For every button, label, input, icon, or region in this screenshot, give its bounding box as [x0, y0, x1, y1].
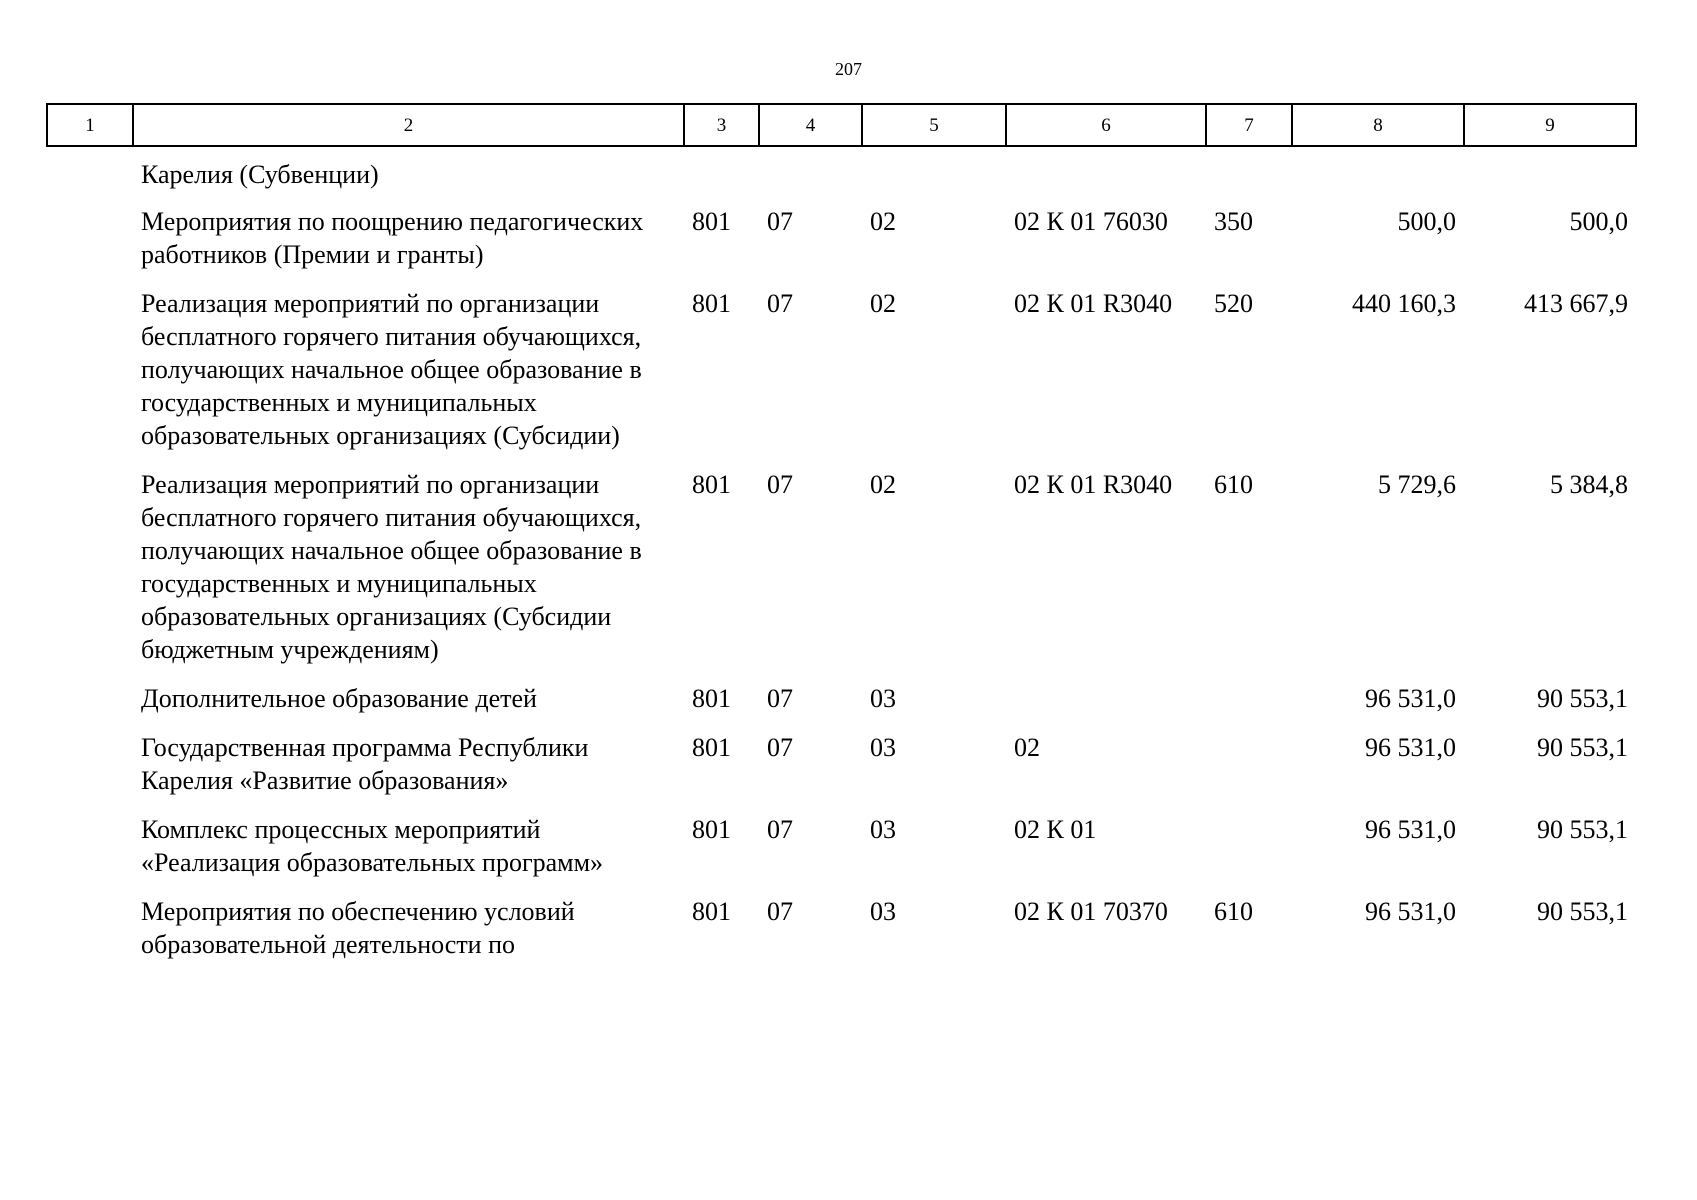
cell-col4: 07	[767, 470, 793, 499]
cell-col8: 96 531,0	[1365, 815, 1456, 844]
cell-col3: 801	[692, 897, 731, 926]
cell-col8: 440 160,3	[1352, 289, 1456, 318]
cell-col5	[862, 146, 1006, 205]
cell-col6: 02 К 01	[1014, 815, 1097, 844]
column-header-2: 2	[133, 104, 684, 146]
table-row	[47, 895, 1636, 977]
budget-table	[46, 103, 1637, 977]
cell-col9	[1464, 146, 1636, 205]
cell-col9: 90 553,1	[1537, 815, 1628, 844]
column-header-3: 3	[684, 104, 759, 146]
column-header-8: 8	[1292, 104, 1464, 146]
cell-col6	[1006, 146, 1206, 205]
table-row	[47, 682, 1636, 731]
cell-col1	[47, 287, 133, 468]
cell-col1	[47, 682, 133, 731]
cell-col7	[1206, 146, 1292, 205]
cell-item-name: Карелия (Субвенции)	[141, 160, 379, 189]
cell-col6: 02 К 01 R3040	[1014, 289, 1173, 318]
cell-col1	[47, 731, 133, 813]
table-row	[47, 146, 1636, 205]
cell-col7: 520	[1214, 289, 1253, 318]
cell-col9: 90 553,1	[1537, 733, 1628, 762]
cell-col1	[47, 813, 133, 895]
cell-col1	[47, 468, 133, 682]
cell-col9: 90 553,1	[1537, 684, 1628, 713]
cell-col9: 5 384,8	[1550, 470, 1628, 499]
cell-col5: 03	[870, 733, 896, 762]
cell-col5: 03	[870, 684, 896, 713]
cell-col4: 07	[767, 897, 793, 926]
cell-item-name: Комплекс процессных мероприятий «Реализация образовательных программ»	[141, 815, 604, 877]
cell-item-name: Государственная программа Республики Карелия «Развитие образования»	[141, 733, 589, 795]
cell-col1	[47, 895, 133, 977]
cell-col3: 801	[692, 470, 731, 499]
cell-col3: 801	[692, 733, 731, 762]
cell-col6: 02 К 01 70370	[1014, 897, 1168, 926]
column-header-4: 4	[759, 104, 862, 146]
cell-col5: 03	[870, 897, 896, 926]
cell-col4: 07	[767, 815, 793, 844]
cell-col5: 02	[870, 207, 896, 236]
cell-col7	[1206, 682, 1292, 731]
page-number: 207	[835, 59, 862, 79]
cell-col6: 02	[1014, 733, 1040, 762]
cell-col4: 07	[767, 684, 793, 713]
cell-col5: 02	[870, 289, 896, 318]
table-row	[47, 468, 1636, 682]
cell-col3	[684, 146, 759, 205]
cell-col3: 801	[692, 289, 731, 318]
cell-item-name: Реализация мероприятий по организации бесплатного горячего питания обучающихся, получающих начальное общее образование в государственных и муниципальных образовательных организациях (Субсидии бюджетным учреждениям)	[141, 470, 642, 664]
cell-col6: 02 К 01 R3040	[1014, 470, 1173, 499]
cell-col9: 413 667,9	[1524, 289, 1628, 318]
cell-col7: 350	[1214, 207, 1253, 236]
cell-col3: 801	[692, 815, 731, 844]
cell-item-name: Мероприятия по обеспечению условий образовательной деятельности по	[141, 897, 575, 959]
column-header-6: 6	[1006, 104, 1206, 146]
table-row	[47, 731, 1636, 813]
table-row	[47, 287, 1636, 468]
cell-col6	[1006, 682, 1206, 731]
cell-item-name: Реализация мероприятий по организации бесплатного горячего питания обучающихся, получающих начальное общее образование в государственных и муниципальных образовательных организациях (Субсидии)	[141, 289, 642, 450]
column-header-9: 9	[1464, 104, 1636, 146]
cell-col8: 96 531,0	[1365, 897, 1456, 926]
cell-col9: 500,0	[1569, 207, 1628, 236]
column-header-1: 1	[47, 104, 133, 146]
cell-col6: 02 К 01 76030	[1014, 207, 1168, 236]
cell-col7	[1206, 813, 1292, 895]
cell-col4: 07	[767, 207, 793, 236]
cell-item-name: Мероприятия по поощрению педагогических работников (Премии и гранты)	[141, 207, 644, 269]
cell-col8: 5 729,6	[1378, 470, 1456, 499]
cell-col8: 96 531,0	[1365, 733, 1456, 762]
cell-col7: 610	[1214, 897, 1253, 926]
cell-col8	[1292, 146, 1464, 205]
cell-col9: 90 553,1	[1537, 897, 1628, 926]
cell-col4	[759, 146, 862, 205]
cell-col5: 02	[870, 470, 896, 499]
cell-col3: 801	[692, 684, 731, 713]
cell-item-name: Дополнительное образование детей	[141, 684, 537, 713]
cell-col4: 07	[767, 733, 793, 762]
column-header-7: 7	[1206, 104, 1292, 146]
table-row	[47, 813, 1636, 895]
cell-col1	[47, 205, 133, 287]
cell-col8: 96 531,0	[1365, 684, 1456, 713]
cell-col8: 500,0	[1397, 207, 1456, 236]
column-header-5: 5	[862, 104, 1006, 146]
cell-col7	[1206, 731, 1292, 813]
cell-col7: 610	[1214, 470, 1253, 499]
cell-col3: 801	[692, 207, 731, 236]
table-row	[47, 205, 1636, 287]
cell-col1	[47, 146, 133, 205]
cell-col5: 03	[870, 815, 896, 844]
cell-col4: 07	[767, 289, 793, 318]
column-number-header-row	[47, 104, 1636, 146]
